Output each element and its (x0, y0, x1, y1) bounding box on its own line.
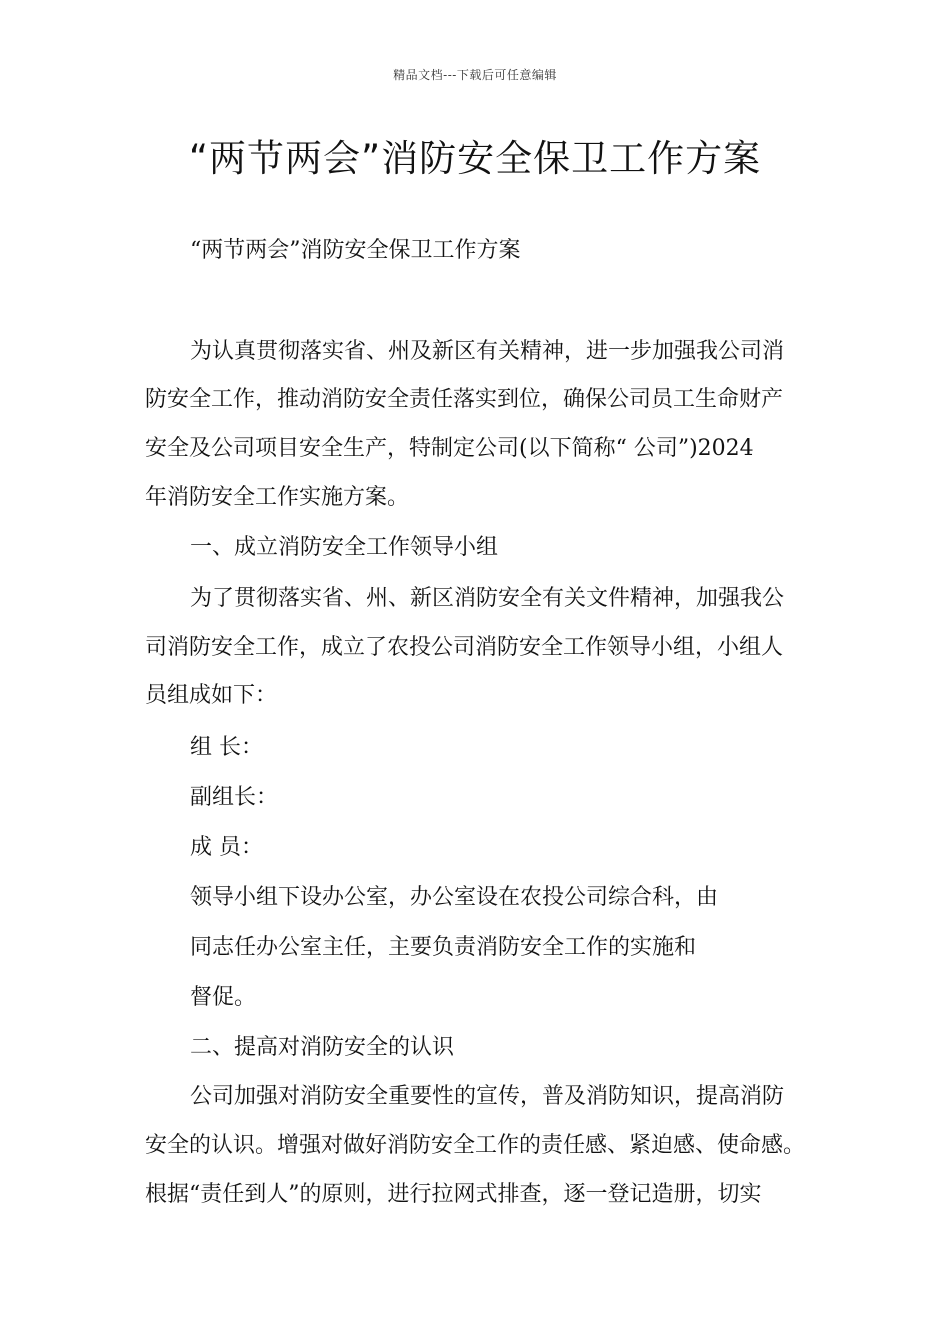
section-heading-2: 二、提高对消防安全的认识 (190, 1035, 455, 1060)
paragraph-line: 领导小组下设办公室，办公室设在农投公司综合科，由 (190, 885, 719, 910)
paragraph-line: 根据“责任到人”的原则，进行拉网式排查，逐一登记造册，切实 (145, 1182, 762, 1207)
members-line: 成 员： (190, 835, 263, 860)
document-title: “两节两会”消防安全保卫工作方案 (188, 137, 762, 180)
section-heading-1: 一、成立消防安全工作领导小组 (190, 535, 499, 560)
paragraph-line: 安全及公司项目安全生产，特制定公司(以下简称“ 公司”)2024 (145, 436, 754, 461)
page-header-note: 精品文档---下载后可任意编辑 (393, 68, 557, 82)
paragraph-line: 年消防安全工作实施方案。 (145, 485, 410, 510)
paragraph-line: 安全的认识。增强对做好消防安全工作的责任感、紧迫感、使命感。 (145, 1133, 806, 1158)
group-leader-line: 组 长： (190, 735, 263, 760)
paragraph-line: 为认真贯彻落实省、州及新区有关精神，进一步加强我公司消 (190, 339, 785, 364)
subtitle-line: “两节两会”消防安全保卫工作方案 (190, 238, 521, 263)
paragraph-line: 公司加强对消防安全重要性的宣传，普及消防知识，提高消防 (190, 1084, 785, 1109)
paragraph-line: 司消防安全工作，成立了农投公司消防安全工作领导小组，小组人 (145, 635, 784, 660)
paragraph-line: 防安全工作，推动消防安全责任落实到位，确保公司员工生命财产 (145, 387, 784, 412)
paragraph-line: 为了贯彻落实省、州、新区消防安全有关文件精神，加强我公 (190, 586, 785, 611)
paragraph-line: 同志任办公室主任，主要负责消防安全工作的实施和 (190, 935, 697, 960)
paragraph-line: 员组成如下： (145, 683, 278, 708)
paragraph-line: 督促。 (190, 985, 257, 1010)
deputy-leader-line: 副组长： (190, 785, 279, 810)
